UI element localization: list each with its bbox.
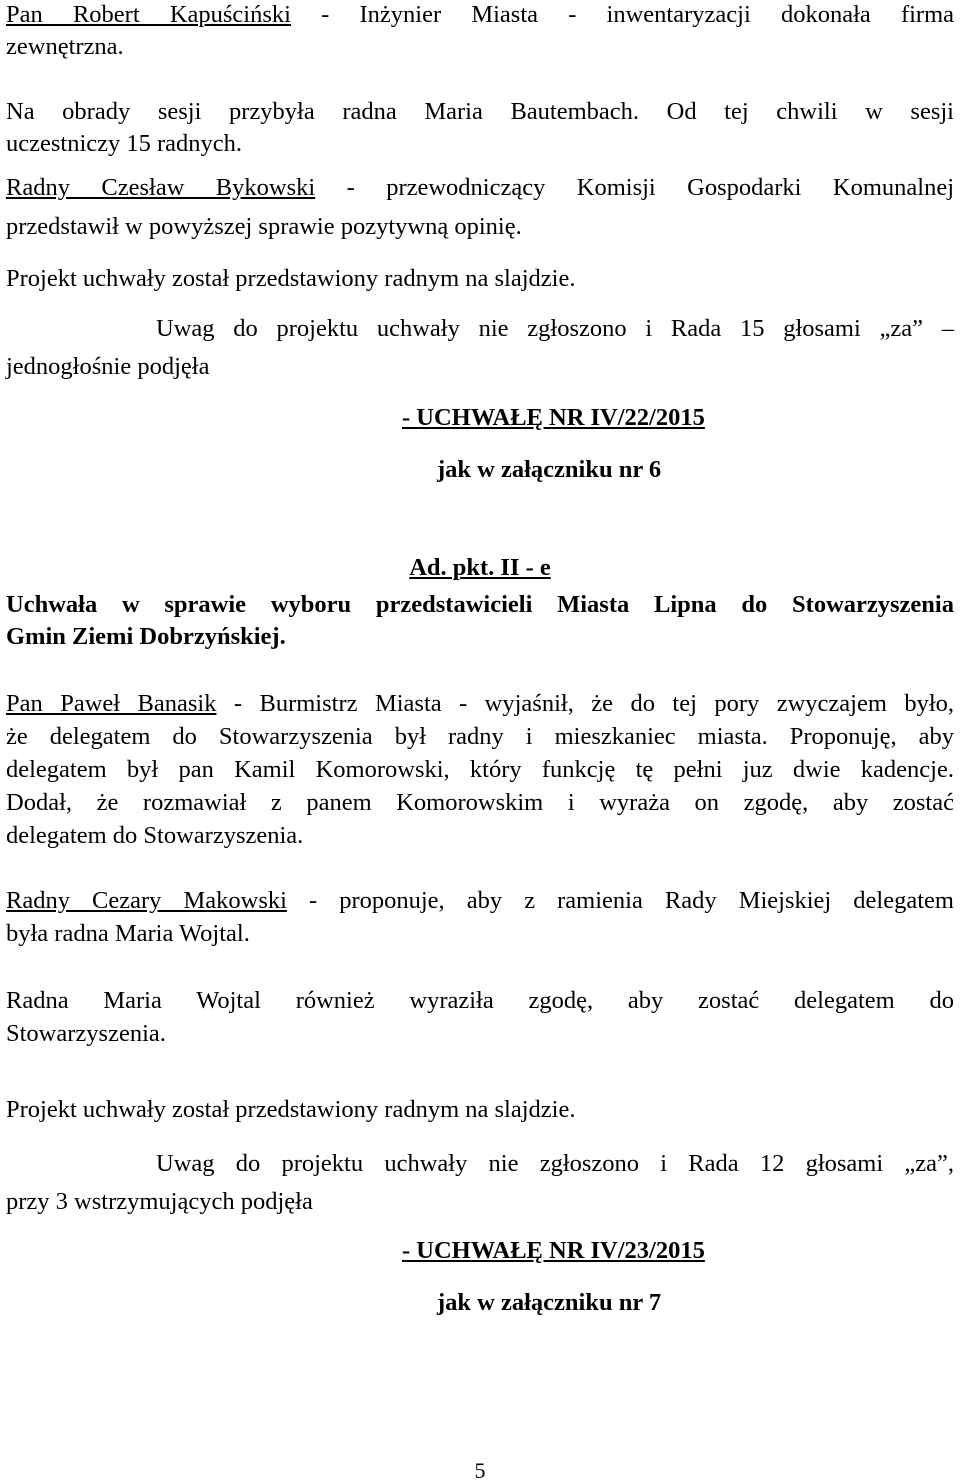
agenda-heading: Gmin Ziemi Dobrzyńskiej. bbox=[6, 623, 286, 650]
paragraph-line: Radna Maria Wojtal również wyraziła zgodę, aby zostać delegatem do bbox=[6, 987, 954, 1014]
paragraph-line: była radna Maria Wojtal. bbox=[6, 920, 250, 947]
paragraph-line: delegatem był pan Kamil Komorowski, który funkcję tę pełni juz dwie kadencje. bbox=[6, 756, 954, 783]
resolution-title: - UCHWAŁĘ NR IV/23/2015 bbox=[402, 1237, 705, 1264]
paragraph-text: - przewodniczący Komisji Gospodarki Komunalnej bbox=[315, 174, 954, 201]
paragraph-line: Na obrady sesji przybyła radna Maria Bautembach. Od tej chwili w sesji bbox=[6, 98, 954, 125]
paragraph-line: Projekt uchwały został przedstawiony radnym na slajdzie. bbox=[6, 265, 576, 292]
speaker-name: Pan Robert Kapuściński bbox=[6, 1, 291, 28]
paragraph-line: przy 3 wstrzymujących podjęła bbox=[6, 1188, 313, 1215]
agenda-heading: Uchwała w sprawie wyboru przedstawicieli Miasta Lipna do Stowarzyszenia bbox=[6, 591, 954, 618]
paragraph-line: że delegatem do Stowarzyszenia był radny i mieszkaniec miasta. Proponuję, aby bbox=[6, 723, 954, 750]
resolution-attachment: jak w załączniku nr 6 bbox=[437, 456, 662, 483]
speaker-name: Radny Cezary Makowski bbox=[6, 887, 287, 914]
paragraph-line: Uwag do projektu uchwały nie zgłoszono i Rada 12 głosami „za”, bbox=[156, 1150, 954, 1177]
speaker-name: Pan Paweł Banasik bbox=[6, 690, 217, 717]
paragraph-line: Stowarzyszenia. bbox=[6, 1020, 166, 1047]
paragraph-text: - Burmistrz Miasta - wyjaśnił, że do tej pory zwyczajem było, bbox=[216, 690, 954, 717]
paragraph-line bbox=[6, 173, 954, 203]
document-page bbox=[6, 0, 954, 1484]
paragraph-text: - Inżynier Miasta - inwentaryzacji dokonała firma bbox=[290, 1, 954, 28]
paragraph-text: - proponuje, aby z ramienia Rady Miejskiej delegatem bbox=[286, 887, 954, 914]
paragraph-line: Projekt uchwały został przedstawiony radnym na slajdzie. bbox=[6, 1096, 576, 1123]
agenda-point: Ad. pkt. II - e bbox=[409, 554, 551, 581]
paragraph-line: Dodał, że rozmawiał z panem Komorowskim i wyraża on zgodę, aby zostać bbox=[6, 789, 954, 816]
paragraph-line bbox=[6, 0, 954, 30]
paragraph-line: uczestniczy 15 radnych. bbox=[6, 130, 243, 157]
paragraph-line: zewnętrzna. bbox=[6, 33, 124, 60]
paragraph-line: przedstawił w powyższej sprawie pozytywną opinię. bbox=[6, 213, 522, 240]
paragraph-line bbox=[6, 689, 954, 719]
paragraph-line: Uwag do projektu uchwały nie zgłoszono i Rada 15 głosami „za” – bbox=[156, 315, 954, 342]
resolution-attachment: jak w załączniku nr 7 bbox=[437, 1289, 662, 1316]
paragraph-line: jednogłośnie podjęła bbox=[6, 353, 210, 380]
page-number: 5 bbox=[474, 1458, 486, 1483]
paragraph-line bbox=[6, 886, 954, 916]
speaker-name: Radny Czesław Bykowski bbox=[6, 174, 316, 201]
paragraph-line: delegatem do Stowarzyszenia. bbox=[6, 822, 304, 849]
resolution-title: - UCHWAŁĘ NR IV/22/2015 bbox=[402, 404, 705, 431]
